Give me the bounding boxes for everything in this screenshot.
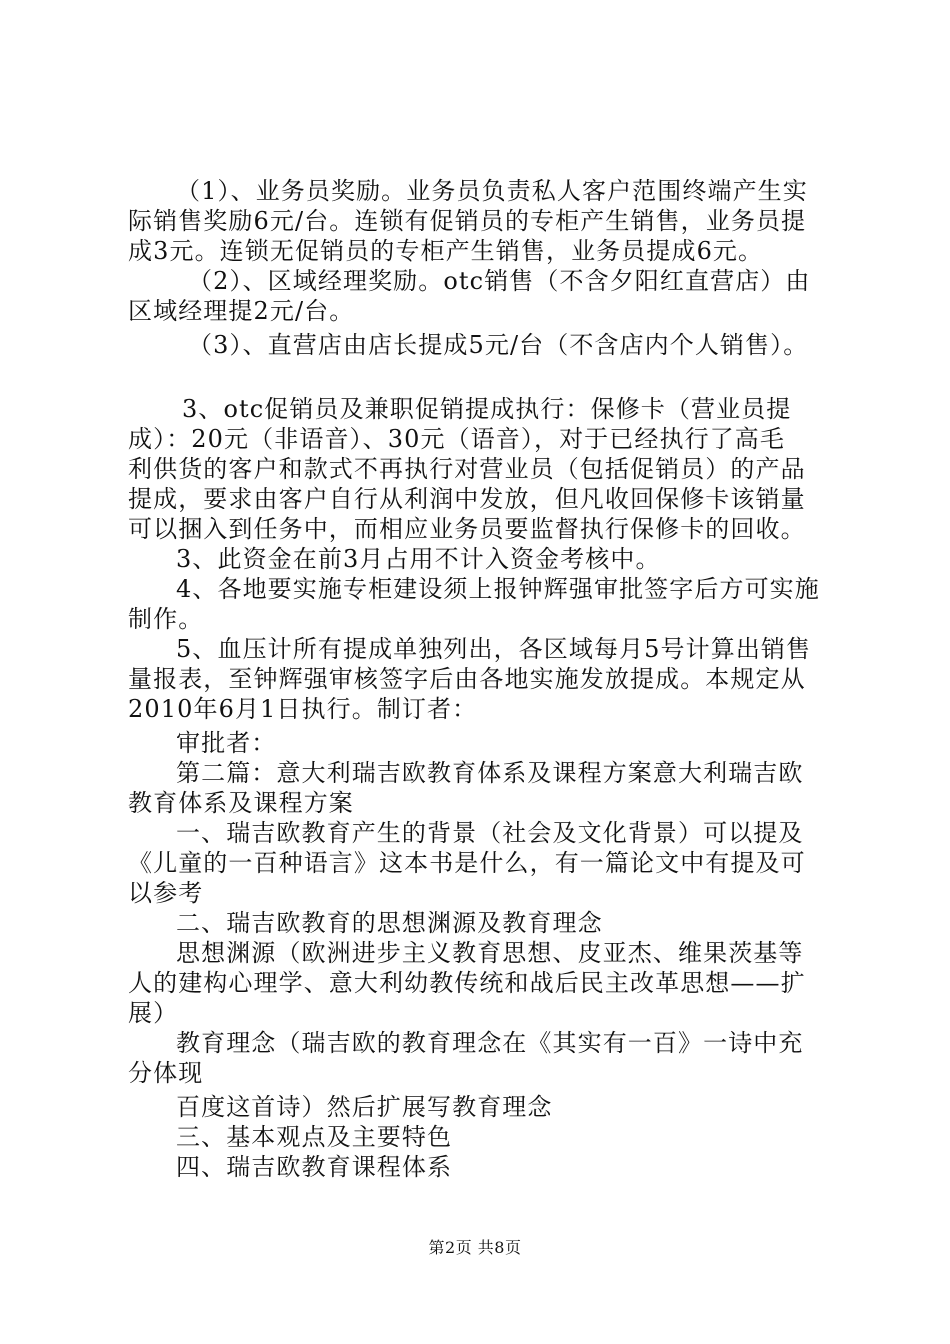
paragraph-line: 制作。 <box>128 605 204 633</box>
paragraph-line: 四、瑞吉欧教育课程体系 <box>176 1153 453 1181</box>
paragraph-line: 分体现 <box>128 1059 204 1087</box>
paragraph-line: 可以捆入到任务中，而相应业务员要监督执行保修卡的回收。 <box>128 515 806 543</box>
paragraph-line: 提成，要求由客户自行从利润中发放，但凡收回保修卡该销量 <box>128 485 806 513</box>
paragraph-line: 《儿童的一百种语言》这本书是什么，有一篇论文中有提及可 <box>128 849 806 877</box>
paragraph-line: 3、此资金在前3月占用不计入资金考核中。 <box>176 545 661 573</box>
paragraph-line: 成3元。连锁无促销员的专柜产生销售，业务员提成6元。 <box>128 237 764 265</box>
paragraph-line: 2010年6月1日执行。制订者： <box>128 695 478 723</box>
paragraph-line: 3、otc促销员及兼职促销提成执行：保修卡（营业员提 <box>182 395 792 423</box>
paragraph-line: 第二篇：意大利瑞吉欧教育体系及课程方案意大利瑞吉欧 <box>176 759 804 787</box>
paragraph-line: 三、基本观点及主要特色 <box>176 1123 453 1151</box>
paragraph-line: 审批者： <box>176 729 277 757</box>
paragraph-line: 教育体系及课程方案 <box>128 789 354 817</box>
paragraph-line: （3）、直营店由店长提成5元/台（不含店内个人销售）。 <box>188 331 809 359</box>
paragraph-line: 教育理念（瑞吉欧的教育理念在《其实有一百》一诗中充 <box>176 1029 804 1057</box>
page-number-footer: 第2页 共8页 <box>428 1238 522 1257</box>
paragraph-line: 以参考 <box>128 879 204 907</box>
paragraph-line: 展） <box>128 999 179 1027</box>
paragraph-line: 百度这首诗）然后扩展写教育理念 <box>176 1093 553 1121</box>
paragraph-line: （2）、区域经理奖励。otc销售（不含夕阳红直营店）由 <box>188 267 811 295</box>
paragraph-line: 量报表，至钟辉强审核签字后由各地实施发放提成。本规定从 <box>128 665 806 693</box>
paragraph-line: 成）：20元（非语音）、30元（语音），对于已经执行了高毛 <box>128 425 785 453</box>
paragraph-line: 区域经理提2元/台。 <box>128 297 355 325</box>
paragraph-line: 际销售奖励6元/台。连锁有促销员的专柜产生销售，业务员提 <box>128 207 807 235</box>
paragraph-line: 人的建构心理学、意大利幼教传统和战后民主改革思想——扩 <box>128 969 806 997</box>
paragraph-line: 5、血压计所有提成单独列出，各区域每月5号计算出销售 <box>176 635 812 663</box>
paragraph-line: 思想渊源（欧洲进步主义教育思想、皮亚杰、维果茨基等 <box>176 939 804 967</box>
paragraph-line: （1）、业务员奖励。业务员负责私人客户范围终端产生实 <box>176 177 808 205</box>
paragraph-line: 4、各地要实施专柜建设须上报钟辉强审批签字后方可实施 <box>176 575 820 603</box>
paragraph-line: 二、瑞吉欧教育的思想渊源及教育理念 <box>176 909 603 937</box>
paragraph-line: 一、瑞吉欧教育产生的背景（社会及文化背景）可以提及 <box>176 819 804 847</box>
paragraph-line: 利供货的客户和款式不再执行对营业员（包括促销员）的产品 <box>128 455 806 483</box>
